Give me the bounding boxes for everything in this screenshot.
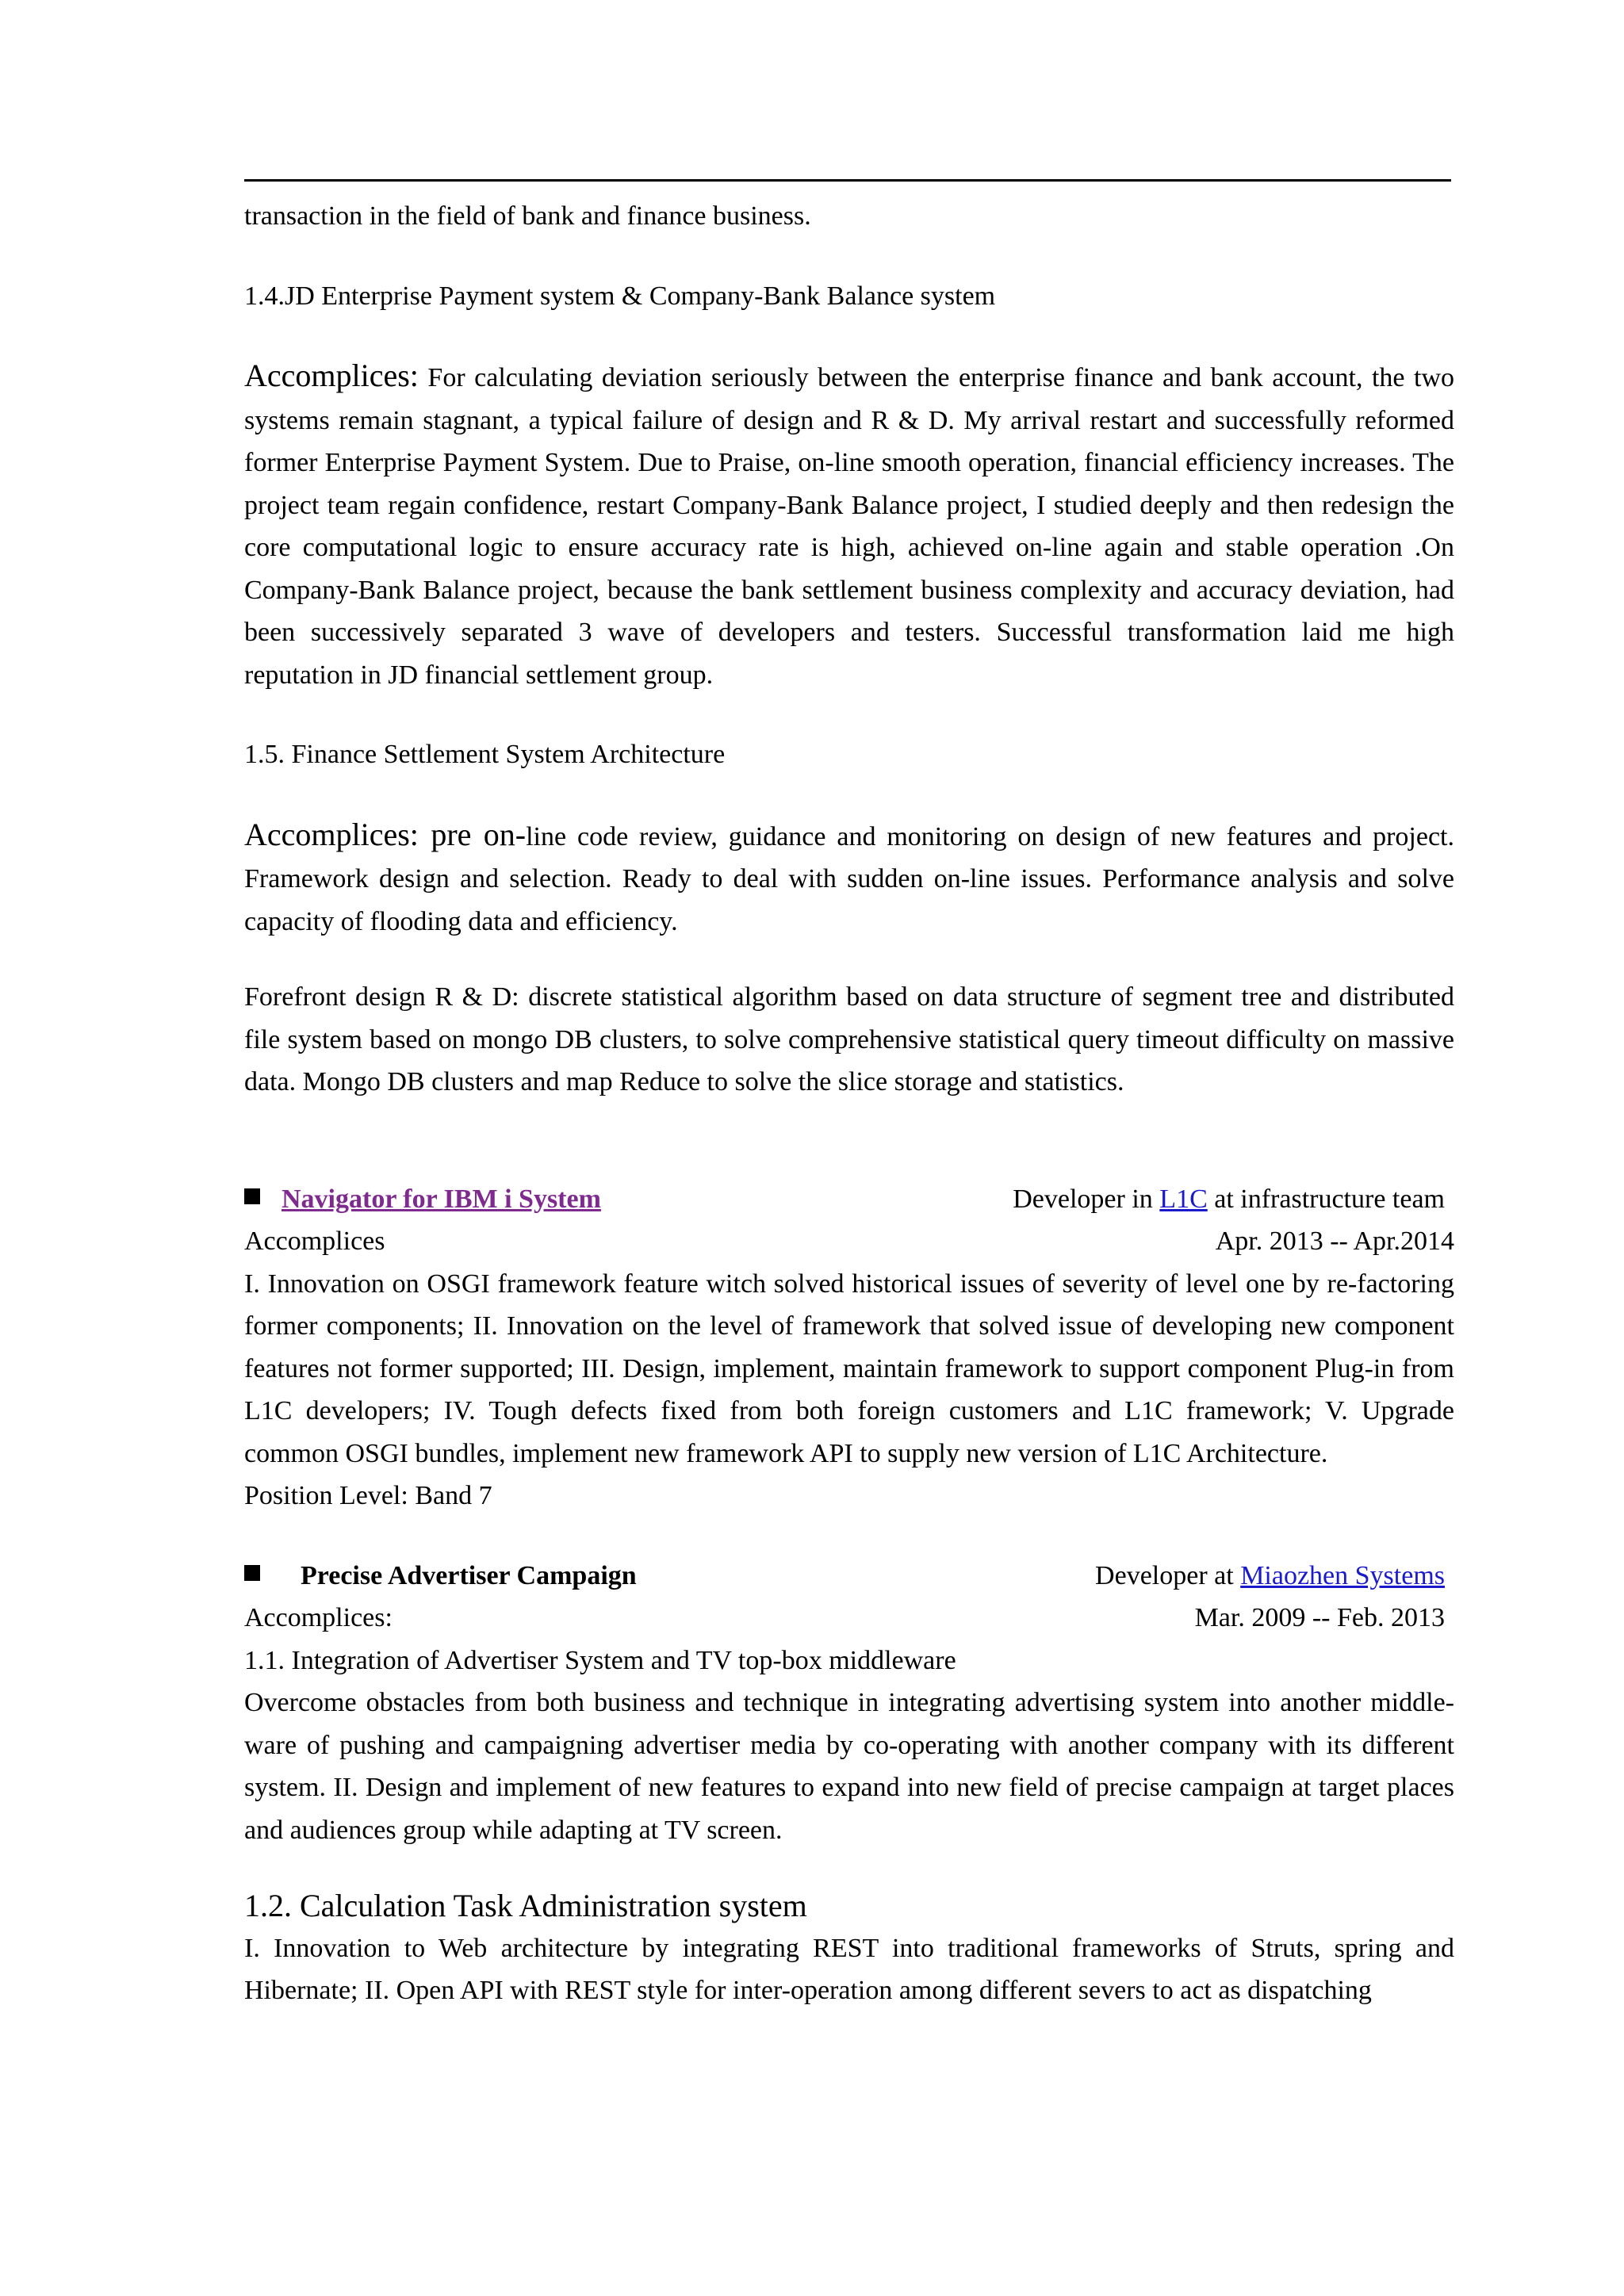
position-level: Position Level: Band 7 (244, 1481, 492, 1510)
paragraph-integration: Overcome obstacles from both business and technique in integrating advertising system into another middle-ware of pushing and campaigning advertiser media by co-operating with another company with its different system. II. Design and implement of new features to expand into new field of precise campaign at target places and audiences group while adapting at TV screen. (244, 1688, 1454, 1845)
square-bullet-icon (244, 1565, 260, 1581)
paragraph-jd-payment (244, 354, 1454, 696)
project-description-ibm: I. Innovation on OSGI framework feature witch solved historical issues of severity of level one by re-factoring former components; II. Innovation on the level of framework that solved issue of developing new component features not former supported; III. Design, implement, maintain framework to support component Plug-in from L1C developers; IV. Tough defects fixed from both foreign customers and L1C framework; V. Upgrade common OSGI bundles, implement new framework API to supply new version of L1C Architecture. (244, 1269, 1454, 1468)
project-title-row (244, 1555, 637, 1598)
project-meta-miaozhen (244, 1597, 1454, 1640)
accomplices-lead: Accomplices: pre on- (244, 816, 527, 852)
accomplices-label: Accomplices: (244, 1603, 393, 1632)
project-header-ibm (244, 1178, 1454, 1221)
paragraph-body: line code review, guidance and monitoring on design of new features and project. Framework design and selection. Ready to deal with sudden on-line issues. Performance analysis and solve capacity of flooding data and efficiency. (244, 821, 1454, 936)
paragraph-architecture (244, 813, 1454, 943)
role-suffix: at infrastructure team (1207, 1184, 1445, 1214)
accomplices-label: Accomplices (244, 1226, 385, 1256)
project-meta-ibm (244, 1220, 1454, 1263)
square-bullet-icon (244, 1188, 260, 1204)
project-title-miaozhen: Precise Advertiser Campaign (301, 1560, 637, 1590)
paragraph-calculation: I. Innovation to Web architecture by integrating REST into traditional frameworks of Struts, spring and Hibernate; II. Open API with REST style for inter-operation among different severs to act as dispatching (244, 1933, 1454, 2005)
project-role-miaozhen (1095, 1555, 1454, 1598)
project-title-row (244, 1178, 601, 1221)
project-header-miaozhen (244, 1555, 1454, 1598)
company-link-l1c[interactable]: L1C (1159, 1184, 1208, 1214)
continuation-text: transaction in the field of bank and finance business. (244, 201, 811, 231)
header-rule (244, 179, 1451, 182)
project-title-link-ibm[interactable]: Navigator for IBM i System (282, 1184, 601, 1214)
company-link-miaozhen[interactable]: Miaozhen Systems (1240, 1560, 1445, 1590)
heading-1-5: 1.5. Finance Settlement System Architecture (244, 740, 726, 769)
heading-1-1: 1.1. Integration of Advertiser System and TV top-box middleware (244, 1645, 956, 1675)
paragraph-forefront: Forefront design R & D: discrete statistical algorithm based on data structure of segment tree and distributed file system based on mongo DB clusters, to solve comprehensive statistical query timeout difficulty on massive data. Mongo DB clusters and map Reduce to solve the slice storage and statistics. (244, 982, 1454, 1096)
project-role-ibm (1013, 1178, 1454, 1221)
heading-1-4: 1.4.JD Enterprise Payment system & Company-Bank Balance system (244, 281, 996, 311)
paragraph-body: For calculating deviation seriously between the enterprise finance and bank account, the two systems remain stagnant, a typical failure of design and R & D. My arrival restart and successfully reformed former Enterprise Payment System. Due to Praise, on-line smooth operation, financial efficiency increases. The project team regain confidence, restart Company-Bank Balance project, I studied deeply and then redesign the core computational logic to ensure accuracy rate is high, achieved on-line again and stable operation .On Company-Bank Balance project, because the bank settlement business complexity and accuracy deviation, had been successively separated 3 wave of developers and testers. Successful transformation laid me high reputation in JD financial settlement group. (244, 363, 1454, 690)
project-dates-miaozhen: Mar. 2009 -- Feb. 2013 (1194, 1603, 1445, 1632)
role-prefix: Developer at (1095, 1560, 1241, 1590)
role-prefix: Developer in (1013, 1184, 1160, 1214)
accomplices-lead: Accomplices: (244, 358, 419, 393)
project-dates-ibm: Apr. 2013 -- Apr.2014 (1215, 1226, 1454, 1256)
document-content (244, 195, 1454, 2012)
heading-1-2: 1.2. Calculation Task Administration system (244, 1888, 807, 1923)
